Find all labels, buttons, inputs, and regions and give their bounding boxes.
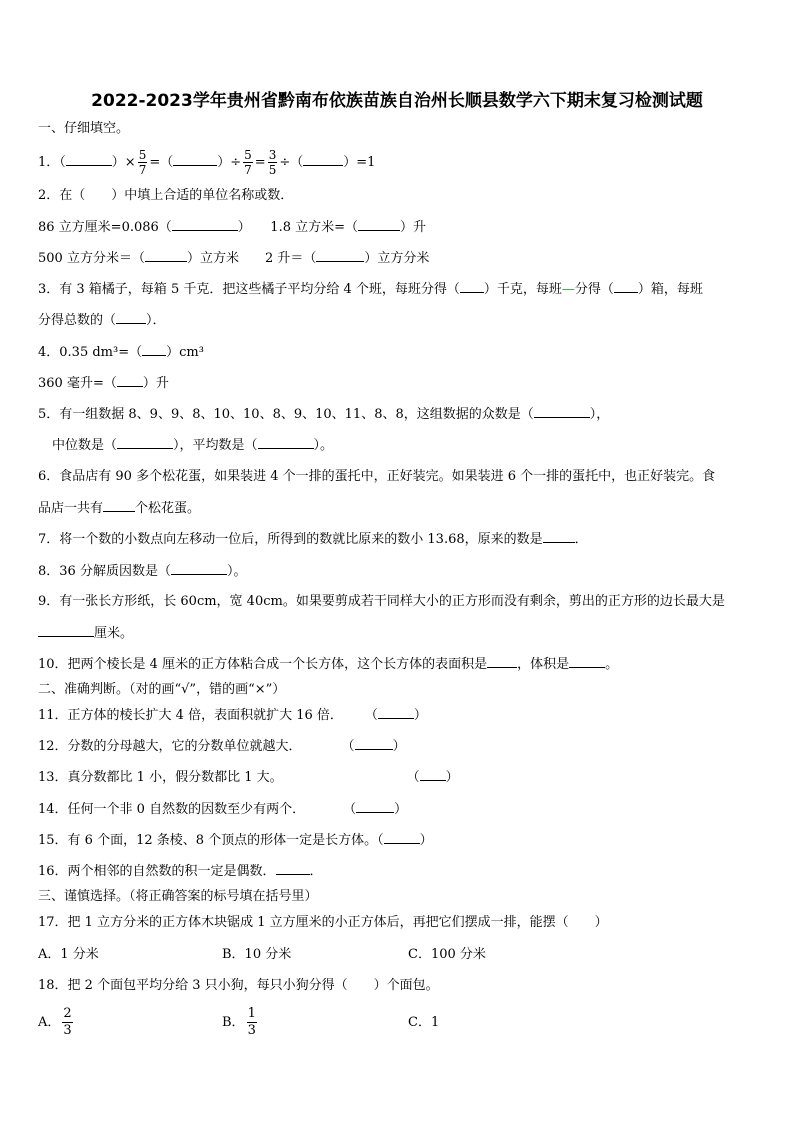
q5a-blank[interactable] xyxy=(534,405,590,418)
q2b-blank-2[interactable] xyxy=(316,249,364,262)
q10-blank-1[interactable] xyxy=(487,655,517,668)
q8-text-b: ）。 xyxy=(226,564,247,579)
q1-fraction-2-den: 7 xyxy=(244,163,252,177)
q2a-text-a: 86 立方厘米=0.086（ xyxy=(38,220,172,235)
q12-paren-open: （ xyxy=(341,739,355,754)
q16-text-b: ． xyxy=(309,864,323,879)
q1-fraction-3-num: 3 xyxy=(268,148,277,162)
q10-text-b: ，体积是 xyxy=(517,657,570,672)
question-14 xyxy=(38,800,407,819)
q15-answer-blank[interactable] xyxy=(384,831,420,844)
question-6-line-b xyxy=(38,499,200,518)
q15-text-a: 15．有 6 个面，12 条棱、8 个顶点的形体一定是长方体。（ xyxy=(38,833,384,848)
q1-fraction-1-den: 7 xyxy=(138,163,147,177)
q2a-text-c: ）升 xyxy=(400,220,427,235)
q12-paren-close: ） xyxy=(392,739,406,754)
q16-text-a: 16．两个相邻的自然数的积一定是偶数． xyxy=(38,864,276,879)
q5b-text-c: ）。 xyxy=(313,438,334,453)
question-13 xyxy=(38,768,459,787)
question-1 xyxy=(38,148,375,177)
q1-text-b: ）× xyxy=(111,155,136,170)
q3b-text-a: 分得总数的（ xyxy=(38,313,117,328)
q3-text-e: ）箱，每班 xyxy=(637,282,703,297)
q13-paren-open: （ xyxy=(406,770,420,785)
q18-option-b[interactable] xyxy=(222,1006,259,1039)
question-16 xyxy=(38,862,323,881)
q2b-text-a: 500 立方分米＝（ xyxy=(38,251,145,266)
q18-option-a-fraction xyxy=(62,1006,72,1039)
q6b-text-a: 品店一共有 xyxy=(38,501,104,516)
page-title: 2022-2023学年贵州省黔南布依族苗族自治州长顺县数学六下期末复习检测试题 xyxy=(91,91,703,111)
q14-text-a: 14．任何一个非 0 自然数的因数至少有两个． xyxy=(38,802,306,817)
q2b-blank-1[interactable] xyxy=(145,249,187,262)
question-18: 18．把 2 个面包平均分给 3 只小狗，每只小狗分得（ ）个面包。 xyxy=(38,978,439,993)
q2a-text-b: ） 1.8 立方米=（ xyxy=(237,220,358,235)
q18-option-b-fraction xyxy=(247,1006,257,1039)
question-2: 2．在（ ）中填上合适的单位名称或数． xyxy=(38,188,294,203)
q5b-blank-1[interactable] xyxy=(117,436,173,449)
q5b-text-a: 中位数是（ xyxy=(52,438,118,453)
q4b-text-b: ）升 xyxy=(142,376,169,391)
q1-fraction-2-num: 5 xyxy=(244,148,252,162)
question-6: 6．食品店有 90 多个松花蛋，如果装进 4 个一排的蛋托中，正好装完。如果装进 6 个一排的蛋托中，也正好装完。食 xyxy=(38,469,716,484)
q2b-text-c: ）立方分米 xyxy=(364,251,430,266)
question-4-line-a xyxy=(38,343,204,362)
question-11 xyxy=(38,706,427,725)
q1-blank-3[interactable] xyxy=(303,153,343,166)
q18-option-b-den: 3 xyxy=(247,1023,256,1038)
section-heading-judge: 二、准确判断。（对的画“√”，错的画“×”） xyxy=(38,682,286,697)
q9b-blank[interactable] xyxy=(38,624,94,637)
q1-fraction-3 xyxy=(268,148,278,177)
q6b-text-b: 个松花蛋。 xyxy=(135,501,201,516)
q1-fraction-1-num: 5 xyxy=(138,148,147,162)
q18-option-b-num: 1 xyxy=(247,1006,256,1021)
q3-text-b: ）千克，每班 xyxy=(483,282,562,297)
q7-text-a: 7．将一个数的小数点向左移动一位后，所得到的数就比原来的数小 13.68，原来的数是 xyxy=(38,532,543,547)
question-4-line-b xyxy=(38,374,169,393)
q18-option-a-den: 3 xyxy=(63,1023,72,1038)
q1-text-d: ）÷ xyxy=(217,155,242,170)
q5a-text-a: 5．有一组数据 8、9、9、8、10、10、8、9、10、11、8、8，这组数据的众数是（ xyxy=(38,407,534,422)
q3-text-d: 分得（ xyxy=(574,282,614,297)
q3-dash: — xyxy=(561,282,575,297)
q16-answer-blank[interactable] xyxy=(276,862,310,875)
q3-blank-2[interactable] xyxy=(614,280,638,293)
q2b-text-b: ）立方米 2 升＝（ xyxy=(186,251,317,266)
question-8 xyxy=(38,562,246,581)
question-5 xyxy=(38,405,609,424)
q2a-blank-2[interactable] xyxy=(358,218,400,231)
q5b-text-b: ），平均数是（ xyxy=(173,438,258,453)
question-9: 9．有一张长方形纸，长 60cm，宽 40cm。如果要剪成若干同样大小的正方形而没有剩余，剪出的正方形的边长最大是 xyxy=(38,594,725,609)
q14-answer-blank[interactable] xyxy=(356,800,394,813)
q13-answer-blank[interactable] xyxy=(420,768,446,781)
question-17: 17．把 1 立方分米的正方体木块锯成 1 立方厘米的小正方体后，再把它们摆成一排，能摆（ ） xyxy=(38,915,608,930)
q15-paren-close: ） xyxy=(419,833,433,848)
q1-blank-1[interactable] xyxy=(66,153,112,166)
q11-answer-blank[interactable] xyxy=(378,706,414,719)
q12-answer-blank[interactable] xyxy=(355,737,393,750)
q1-text-a: 1．（ xyxy=(38,155,66,170)
question-9-line-b xyxy=(38,624,133,643)
q17-option-b[interactable]: B．10 分米 xyxy=(222,947,292,962)
q18-option-a-num: 2 xyxy=(63,1006,72,1021)
q12-text-a: 12．分数的分母越大，它的分数单位就越大． xyxy=(38,739,302,754)
q2a-blank-1[interactable] xyxy=(172,218,238,231)
q3-text-a: 3．有 3 箱橘子，每箱 5 千克．把这些橘子平均分给 4 个班，每班分得（ xyxy=(38,282,460,297)
q10-blank-2[interactable] xyxy=(569,655,605,668)
q18-option-b-label: B． xyxy=(222,1015,245,1030)
q6b-blank[interactable] xyxy=(103,499,135,512)
q4a-text-b: ）cm³ xyxy=(166,345,204,360)
q3-blank-1[interactable] xyxy=(460,280,484,293)
section-heading-choice: 三、谨慎选择。（将正确答案的标号填在括号里） xyxy=(38,889,318,904)
question-7 xyxy=(38,530,588,549)
q1-text-f: ÷（ xyxy=(279,155,304,170)
q1-text-e: = xyxy=(254,155,266,170)
q9b-text-b: 厘米。 xyxy=(94,626,134,641)
q8-text-a: 8．36 分解质因数是（ xyxy=(38,564,171,579)
q3b-blank[interactable] xyxy=(116,311,146,324)
q11-paren-close: ） xyxy=(413,708,427,723)
question-12 xyxy=(38,737,406,756)
q14-paren-open: （ xyxy=(343,802,357,817)
q7-text-b: ． xyxy=(574,532,588,547)
q3b-text-b: ）． xyxy=(146,313,166,328)
q4a-blank[interactable] xyxy=(142,343,166,356)
q14-paren-close: ） xyxy=(394,802,408,817)
q1-text-c: =（ xyxy=(149,155,174,170)
q18-option-c[interactable]: C．1 xyxy=(408,1015,440,1030)
q13-text-a: 13．真分数都比 1 小，假分数都比 1 大。 xyxy=(38,770,283,785)
q4a-text-a: 4．0.35 dm³=（ xyxy=(38,345,143,360)
question-10 xyxy=(38,655,618,674)
q17-option-a[interactable]: A．1 分米 xyxy=(38,947,99,962)
question-2-line-a xyxy=(38,218,426,237)
question-5-line-b xyxy=(52,436,333,455)
q4b-text-a: 360 毫升=（ xyxy=(38,376,117,391)
q1-blank-2[interactable] xyxy=(173,153,217,166)
q18-option-a-label: A． xyxy=(38,1015,61,1030)
q17-option-c[interactable]: C．100 分米 xyxy=(408,947,486,962)
q11-text-a: 11．正方体的棱长扩大 4 倍，表面积就扩大 16 倍． xyxy=(38,708,343,723)
question-3 xyxy=(38,280,703,299)
q11-paren-open: （ xyxy=(364,708,378,723)
q1-fraction-2 xyxy=(243,148,253,177)
question-2-line-b xyxy=(38,249,429,268)
question-3-line-b xyxy=(38,311,166,330)
q7-blank[interactable] xyxy=(543,530,575,543)
q10-text-c: 。 xyxy=(605,657,619,672)
q4b-blank[interactable] xyxy=(117,374,143,387)
q10-text-a: 10．把两个棱长是 4 厘米的正方体粘合成一个长方体，这个长方体的表面积是 xyxy=(38,657,488,672)
section-heading-fill: 一、仔细填空。 xyxy=(38,121,130,136)
q13-paren-close: ） xyxy=(445,770,459,785)
q1-fraction-3-den: 5 xyxy=(268,163,277,177)
q5b-blank-2[interactable] xyxy=(258,436,314,449)
q8-blank[interactable] xyxy=(171,562,227,575)
q18-option-a[interactable] xyxy=(38,1006,75,1039)
q1-fraction-1 xyxy=(138,148,148,177)
q1-text-g: ）=1 xyxy=(343,155,376,170)
q5a-text-b: ）， xyxy=(589,407,610,422)
question-15 xyxy=(38,831,433,850)
